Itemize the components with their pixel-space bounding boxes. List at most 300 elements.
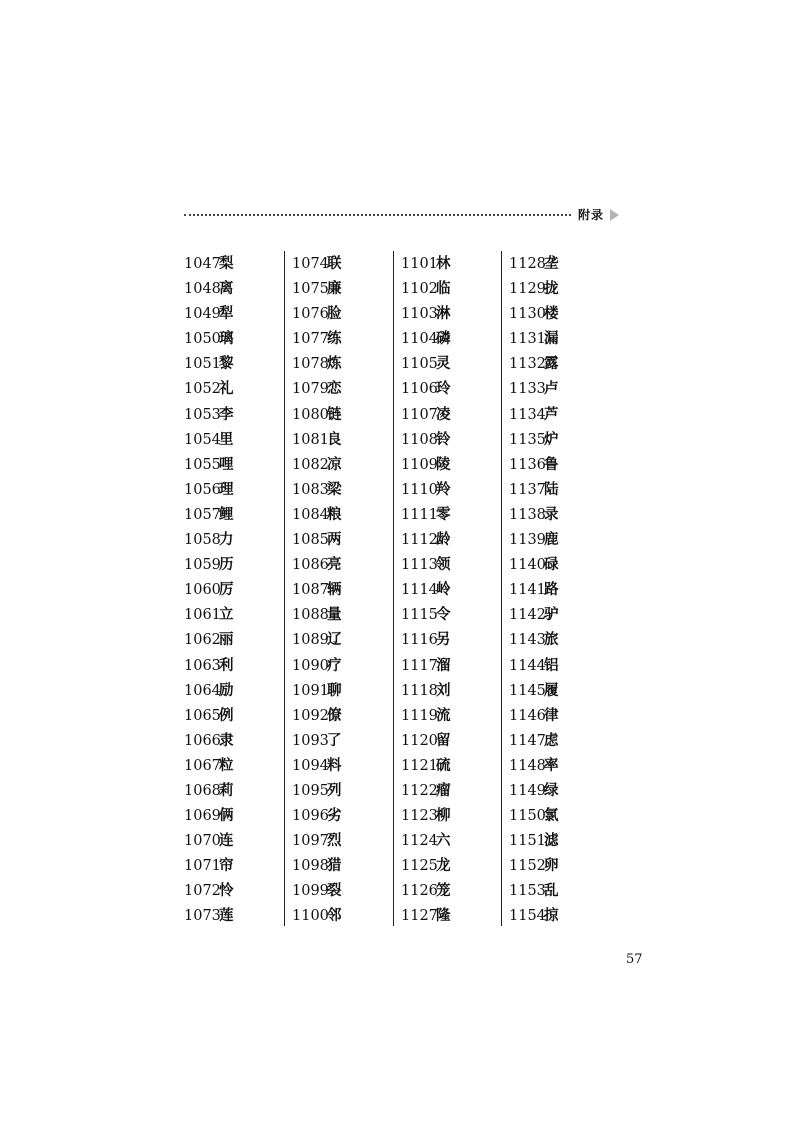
index-entry <box>509 678 559 703</box>
index-entry <box>292 903 342 928</box>
entry-character: 磷 <box>436 330 451 348</box>
entry-number: 1048 <box>184 281 221 298</box>
column-divider <box>501 251 502 926</box>
entry-character: 临 <box>436 280 451 298</box>
index-entry <box>509 853 559 878</box>
entry-character: 列 <box>327 781 342 799</box>
entry-character: 陵 <box>436 455 451 473</box>
index-entry <box>401 753 451 778</box>
entry-character: 旅 <box>544 631 559 649</box>
index-column-4 <box>509 251 559 926</box>
index-entry <box>292 402 342 427</box>
index-entry <box>509 753 559 778</box>
index-entry <box>292 627 342 652</box>
entry-character: 里 <box>219 430 234 448</box>
index-entry <box>184 452 234 477</box>
entry-number: 1066 <box>184 732 221 749</box>
entry-number: 1069 <box>184 808 221 825</box>
index-entry <box>401 778 451 803</box>
entry-number: 1141 <box>509 582 546 599</box>
entry-number: 1061 <box>184 607 221 624</box>
index-entry <box>184 326 234 351</box>
entry-number: 1076 <box>292 306 329 323</box>
entry-character: 铝 <box>544 656 559 674</box>
entry-number: 1108 <box>401 431 438 448</box>
index-entry <box>184 351 234 376</box>
index-entry <box>184 301 234 326</box>
index-column-3 <box>401 251 451 926</box>
entry-character: 流 <box>436 706 451 724</box>
entry-number: 1123 <box>401 808 438 825</box>
index-entry <box>184 427 234 452</box>
section-label: 附录 <box>578 208 605 222</box>
entry-character: 黎 <box>219 355 234 373</box>
entry-character: 梁 <box>327 480 342 498</box>
index-entry <box>184 251 234 276</box>
entry-character: 裂 <box>327 882 342 900</box>
entry-character: 历 <box>219 556 234 574</box>
entry-number: 1055 <box>184 456 221 473</box>
entry-character: 莉 <box>219 781 234 799</box>
entry-character: 怜 <box>219 882 234 900</box>
entry-number: 1103 <box>401 306 438 323</box>
index-entry <box>292 251 342 276</box>
index-entry <box>292 753 342 778</box>
entry-number: 1117 <box>401 657 438 674</box>
entry-number: 1087 <box>292 582 329 599</box>
entry-character: 丽 <box>219 631 234 649</box>
entry-number: 1063 <box>184 657 221 674</box>
entry-character: 礼 <box>219 380 234 398</box>
entry-number: 1126 <box>401 883 438 900</box>
entry-number: 1132 <box>509 356 546 373</box>
index-entry <box>509 276 559 301</box>
entry-number: 1105 <box>401 356 438 373</box>
index-entry <box>184 502 234 527</box>
index-entry <box>401 627 451 652</box>
entry-character: 玲 <box>436 380 451 398</box>
entry-character: 离 <box>219 280 234 298</box>
entry-character: 理 <box>219 480 234 498</box>
entry-number: 1139 <box>509 532 546 549</box>
index-entry <box>292 376 342 401</box>
entry-number: 1082 <box>292 456 329 473</box>
index-entry <box>509 602 559 627</box>
entry-character: 淋 <box>436 305 451 323</box>
entry-character: 联 <box>327 255 342 272</box>
index-entry <box>292 728 342 753</box>
index-entry <box>401 903 451 928</box>
index-entry <box>184 602 234 627</box>
entry-character: 烈 <box>327 832 342 850</box>
entry-character: 劣 <box>327 807 342 825</box>
index-entry <box>292 301 342 326</box>
index-entry <box>401 251 451 276</box>
entry-number: 1056 <box>184 481 221 498</box>
index-entry <box>509 326 559 351</box>
entry-character: 璃 <box>219 330 234 348</box>
entry-number: 1079 <box>292 381 329 398</box>
entry-character: 铃 <box>436 430 451 448</box>
index-entry <box>292 452 342 477</box>
index-entry <box>509 778 559 803</box>
index-entry <box>184 627 234 652</box>
entry-character: 练 <box>327 330 342 348</box>
index-entry <box>184 853 234 878</box>
index-entry <box>401 552 451 577</box>
index-entry <box>401 351 451 376</box>
entry-character: 领 <box>436 556 451 574</box>
entry-number: 1075 <box>292 281 329 298</box>
index-entry <box>401 477 451 502</box>
entry-number: 1095 <box>292 782 329 799</box>
index-entry <box>401 577 451 602</box>
entry-character: 良 <box>327 430 342 448</box>
index-entry <box>184 402 234 427</box>
entry-character: 滤 <box>544 832 559 850</box>
entry-character: 犁 <box>219 305 234 323</box>
character-index-table <box>184 251 564 926</box>
entry-number: 1064 <box>184 682 221 699</box>
index-entry <box>292 502 342 527</box>
entry-number: 1065 <box>184 707 221 724</box>
entry-number: 1089 <box>292 632 329 649</box>
entry-number: 1121 <box>401 757 438 774</box>
index-entry <box>184 753 234 778</box>
entry-number: 1109 <box>401 456 438 473</box>
entry-number: 1059 <box>184 557 221 574</box>
entry-number: 1102 <box>401 281 438 298</box>
entry-number: 1074 <box>292 256 329 272</box>
index-entry <box>509 803 559 828</box>
index-entry <box>184 803 234 828</box>
entry-character: 鲁 <box>544 455 559 473</box>
entry-character: 恋 <box>327 380 342 398</box>
entry-character: 陆 <box>544 480 559 498</box>
index-entry <box>184 477 234 502</box>
entry-character: 拢 <box>544 280 559 298</box>
entry-character: 绿 <box>544 781 559 799</box>
entry-character: 另 <box>436 631 451 649</box>
entry-number: 1078 <box>292 356 329 373</box>
index-entry <box>509 728 559 753</box>
entry-character: 凌 <box>436 405 451 423</box>
entry-character: 路 <box>544 581 559 599</box>
entry-character: 炉 <box>544 430 559 448</box>
entry-number: 1145 <box>509 682 546 699</box>
index-entry <box>184 903 234 928</box>
index-column-1 <box>184 251 234 926</box>
entry-number: 1113 <box>401 557 438 574</box>
index-entry <box>292 878 342 903</box>
entry-character: 凉 <box>327 455 342 473</box>
index-entry <box>509 527 559 552</box>
index-entry <box>509 627 559 652</box>
entry-number: 1142 <box>509 607 546 624</box>
index-entry <box>401 728 451 753</box>
index-entry <box>401 602 451 627</box>
entry-number: 1086 <box>292 557 329 574</box>
entry-character: 隆 <box>436 907 451 925</box>
entry-character: 莲 <box>219 907 234 925</box>
entry-number: 1122 <box>401 782 438 799</box>
index-entry <box>184 577 234 602</box>
entry-number: 1110 <box>401 481 438 498</box>
index-entry <box>292 427 342 452</box>
index-entry <box>509 402 559 427</box>
entry-character: 鲤 <box>219 505 234 523</box>
index-entry <box>292 828 342 853</box>
entry-character: 疗 <box>327 656 342 674</box>
entry-character: 链 <box>327 405 342 423</box>
index-entry <box>401 678 451 703</box>
entry-character: 隶 <box>219 731 234 749</box>
entry-character: 龄 <box>436 531 451 549</box>
entry-number: 1085 <box>292 532 329 549</box>
index-entry <box>401 452 451 477</box>
index-entry <box>401 527 451 552</box>
entry-number: 1067 <box>184 757 221 774</box>
entry-character: 料 <box>327 756 342 774</box>
index-entry <box>292 577 342 602</box>
column-divider <box>284 251 285 926</box>
entry-number: 1107 <box>401 406 438 423</box>
index-entry <box>292 276 342 301</box>
entry-character: 亮 <box>327 556 342 574</box>
entry-character: 羚 <box>436 480 451 498</box>
entry-character: 碌 <box>544 556 559 574</box>
entry-character: 例 <box>219 706 234 724</box>
index-entry <box>184 703 234 728</box>
entry-character: 僚 <box>327 706 342 724</box>
entry-number: 1134 <box>509 406 546 423</box>
index-entry <box>401 276 451 301</box>
entry-number: 1094 <box>292 757 329 774</box>
index-entry <box>292 778 342 803</box>
entry-character: 哩 <box>219 455 234 473</box>
entry-number: 1053 <box>184 406 221 423</box>
index-entry <box>509 653 559 678</box>
index-entry <box>401 803 451 828</box>
index-entry <box>184 653 234 678</box>
index-entry <box>509 703 559 728</box>
entry-number: 1124 <box>401 833 438 850</box>
entry-character: 量 <box>327 606 342 624</box>
index-entry <box>292 552 342 577</box>
entry-number: 1060 <box>184 582 221 599</box>
entry-number: 1146 <box>509 707 546 724</box>
entry-character: 楼 <box>544 305 559 323</box>
triangle-arrow-icon <box>610 209 619 221</box>
entry-character: 律 <box>544 706 559 724</box>
index-entry <box>509 376 559 401</box>
index-entry <box>509 301 559 326</box>
index-entry <box>509 552 559 577</box>
index-entry <box>509 903 559 928</box>
entry-number: 1091 <box>292 682 329 699</box>
entry-number: 1073 <box>184 908 221 925</box>
entry-character: 瘤 <box>436 781 451 799</box>
index-entry <box>509 351 559 376</box>
entry-number: 1104 <box>401 331 438 348</box>
entry-character: 两 <box>327 531 342 549</box>
entry-number: 1129 <box>509 281 546 298</box>
entry-character: 垄 <box>544 255 559 272</box>
entry-character: 录 <box>544 505 559 523</box>
entry-number: 1114 <box>401 582 438 599</box>
entry-character: 炼 <box>327 355 342 373</box>
entry-number: 1100 <box>292 908 329 925</box>
entry-character: 厉 <box>219 581 234 599</box>
entry-number: 1119 <box>401 707 438 724</box>
entry-number: 1051 <box>184 356 221 373</box>
index-entry <box>292 477 342 502</box>
entry-number: 1151 <box>509 833 546 850</box>
index-entry <box>184 527 234 552</box>
entry-character: 廉 <box>327 280 342 298</box>
entry-character: 率 <box>544 756 559 774</box>
entry-number: 1147 <box>509 732 546 749</box>
entry-number: 1133 <box>509 381 546 398</box>
entry-character: 猎 <box>327 857 342 875</box>
entry-character: 六 <box>436 832 451 850</box>
entry-character: 俩 <box>219 807 234 825</box>
entry-character: 鹿 <box>544 531 559 549</box>
index-entry <box>292 703 342 728</box>
index-entry <box>401 326 451 351</box>
entry-character: 励 <box>219 681 234 699</box>
index-entry <box>292 653 342 678</box>
index-entry <box>401 402 451 427</box>
entry-number: 1137 <box>509 481 546 498</box>
entry-character: 李 <box>219 405 234 423</box>
entry-number: 1148 <box>509 757 546 774</box>
entry-number: 1153 <box>509 883 546 900</box>
entry-number: 1140 <box>509 557 546 574</box>
index-entry <box>509 502 559 527</box>
entry-number: 1093 <box>292 732 329 749</box>
entry-number: 1150 <box>509 808 546 825</box>
entry-number: 1054 <box>184 431 221 448</box>
entry-character: 帘 <box>219 857 234 875</box>
index-entry <box>509 878 559 903</box>
index-entry <box>184 376 234 401</box>
entry-character: 立 <box>219 606 234 624</box>
page-number: 57 <box>626 952 643 967</box>
entry-number: 1127 <box>401 908 438 925</box>
entry-number: 1120 <box>401 732 438 749</box>
entry-character: 卢 <box>544 380 559 398</box>
entry-character: 聊 <box>327 681 342 699</box>
index-entry <box>401 502 451 527</box>
entry-character: 笼 <box>436 882 451 900</box>
index-entry <box>292 527 342 552</box>
index-entry <box>401 853 451 878</box>
entry-character: 溜 <box>436 656 451 674</box>
index-entry <box>184 678 234 703</box>
index-entry <box>401 828 451 853</box>
entry-character: 驴 <box>544 606 559 624</box>
entry-character: 脸 <box>327 305 342 323</box>
entry-number: 1101 <box>401 256 438 272</box>
entry-character: 力 <box>219 531 234 549</box>
index-entry <box>184 778 234 803</box>
entry-number: 1062 <box>184 632 221 649</box>
header-dotted-rule <box>184 214 571 216</box>
entry-number: 1070 <box>184 833 221 850</box>
entry-character: 氯 <box>544 807 559 825</box>
entry-number: 1090 <box>292 657 329 674</box>
entry-character: 芦 <box>544 405 559 423</box>
index-entry <box>401 878 451 903</box>
index-entry <box>509 452 559 477</box>
entry-number: 1152 <box>509 858 546 875</box>
entry-character: 柳 <box>436 807 451 825</box>
index-entry <box>292 351 342 376</box>
entry-number: 1130 <box>509 306 546 323</box>
index-entry <box>184 828 234 853</box>
entry-number: 1149 <box>509 782 546 799</box>
entry-number: 1118 <box>401 682 438 699</box>
entry-character: 龙 <box>436 857 451 875</box>
entry-character: 卵 <box>544 857 559 875</box>
entry-number: 1112 <box>401 532 438 549</box>
entry-number: 1115 <box>401 607 438 624</box>
entry-number: 1143 <box>509 632 546 649</box>
index-entry <box>401 653 451 678</box>
entry-number: 1099 <box>292 883 329 900</box>
entry-number: 1068 <box>184 782 221 799</box>
index-entry <box>292 803 342 828</box>
entry-number: 1116 <box>401 632 438 649</box>
index-entry <box>509 427 559 452</box>
index-entry <box>401 376 451 401</box>
entry-number: 1144 <box>509 657 546 674</box>
entry-number: 1047 <box>184 256 221 272</box>
entry-character: 梨 <box>219 255 234 272</box>
index-column-2 <box>292 251 342 926</box>
entry-number: 1138 <box>509 506 546 523</box>
entry-number: 1088 <box>292 607 329 624</box>
entry-character: 连 <box>219 832 234 850</box>
entry-number: 1098 <box>292 858 329 875</box>
entry-number: 1050 <box>184 331 221 348</box>
entry-number: 1136 <box>509 456 546 473</box>
entry-character: 留 <box>436 731 451 749</box>
index-entry <box>292 602 342 627</box>
entry-number: 1071 <box>184 858 221 875</box>
entry-character: 岭 <box>436 581 451 599</box>
entry-number: 1096 <box>292 808 329 825</box>
entry-character: 虑 <box>544 731 559 749</box>
entry-number: 1081 <box>292 431 329 448</box>
entry-number: 1106 <box>401 381 438 398</box>
entry-character: 零 <box>436 505 451 523</box>
index-entry <box>509 577 559 602</box>
index-entry <box>292 678 342 703</box>
entry-number: 1092 <box>292 707 329 724</box>
entry-character: 露 <box>544 355 559 373</box>
entry-number: 1052 <box>184 381 221 398</box>
index-entry <box>292 853 342 878</box>
entry-character: 掠 <box>544 907 559 925</box>
entry-character: 令 <box>436 606 451 624</box>
entry-character: 利 <box>219 656 234 674</box>
entry-number: 1077 <box>292 331 329 348</box>
entry-number: 1083 <box>292 481 329 498</box>
entry-character: 履 <box>544 681 559 699</box>
index-entry <box>184 728 234 753</box>
